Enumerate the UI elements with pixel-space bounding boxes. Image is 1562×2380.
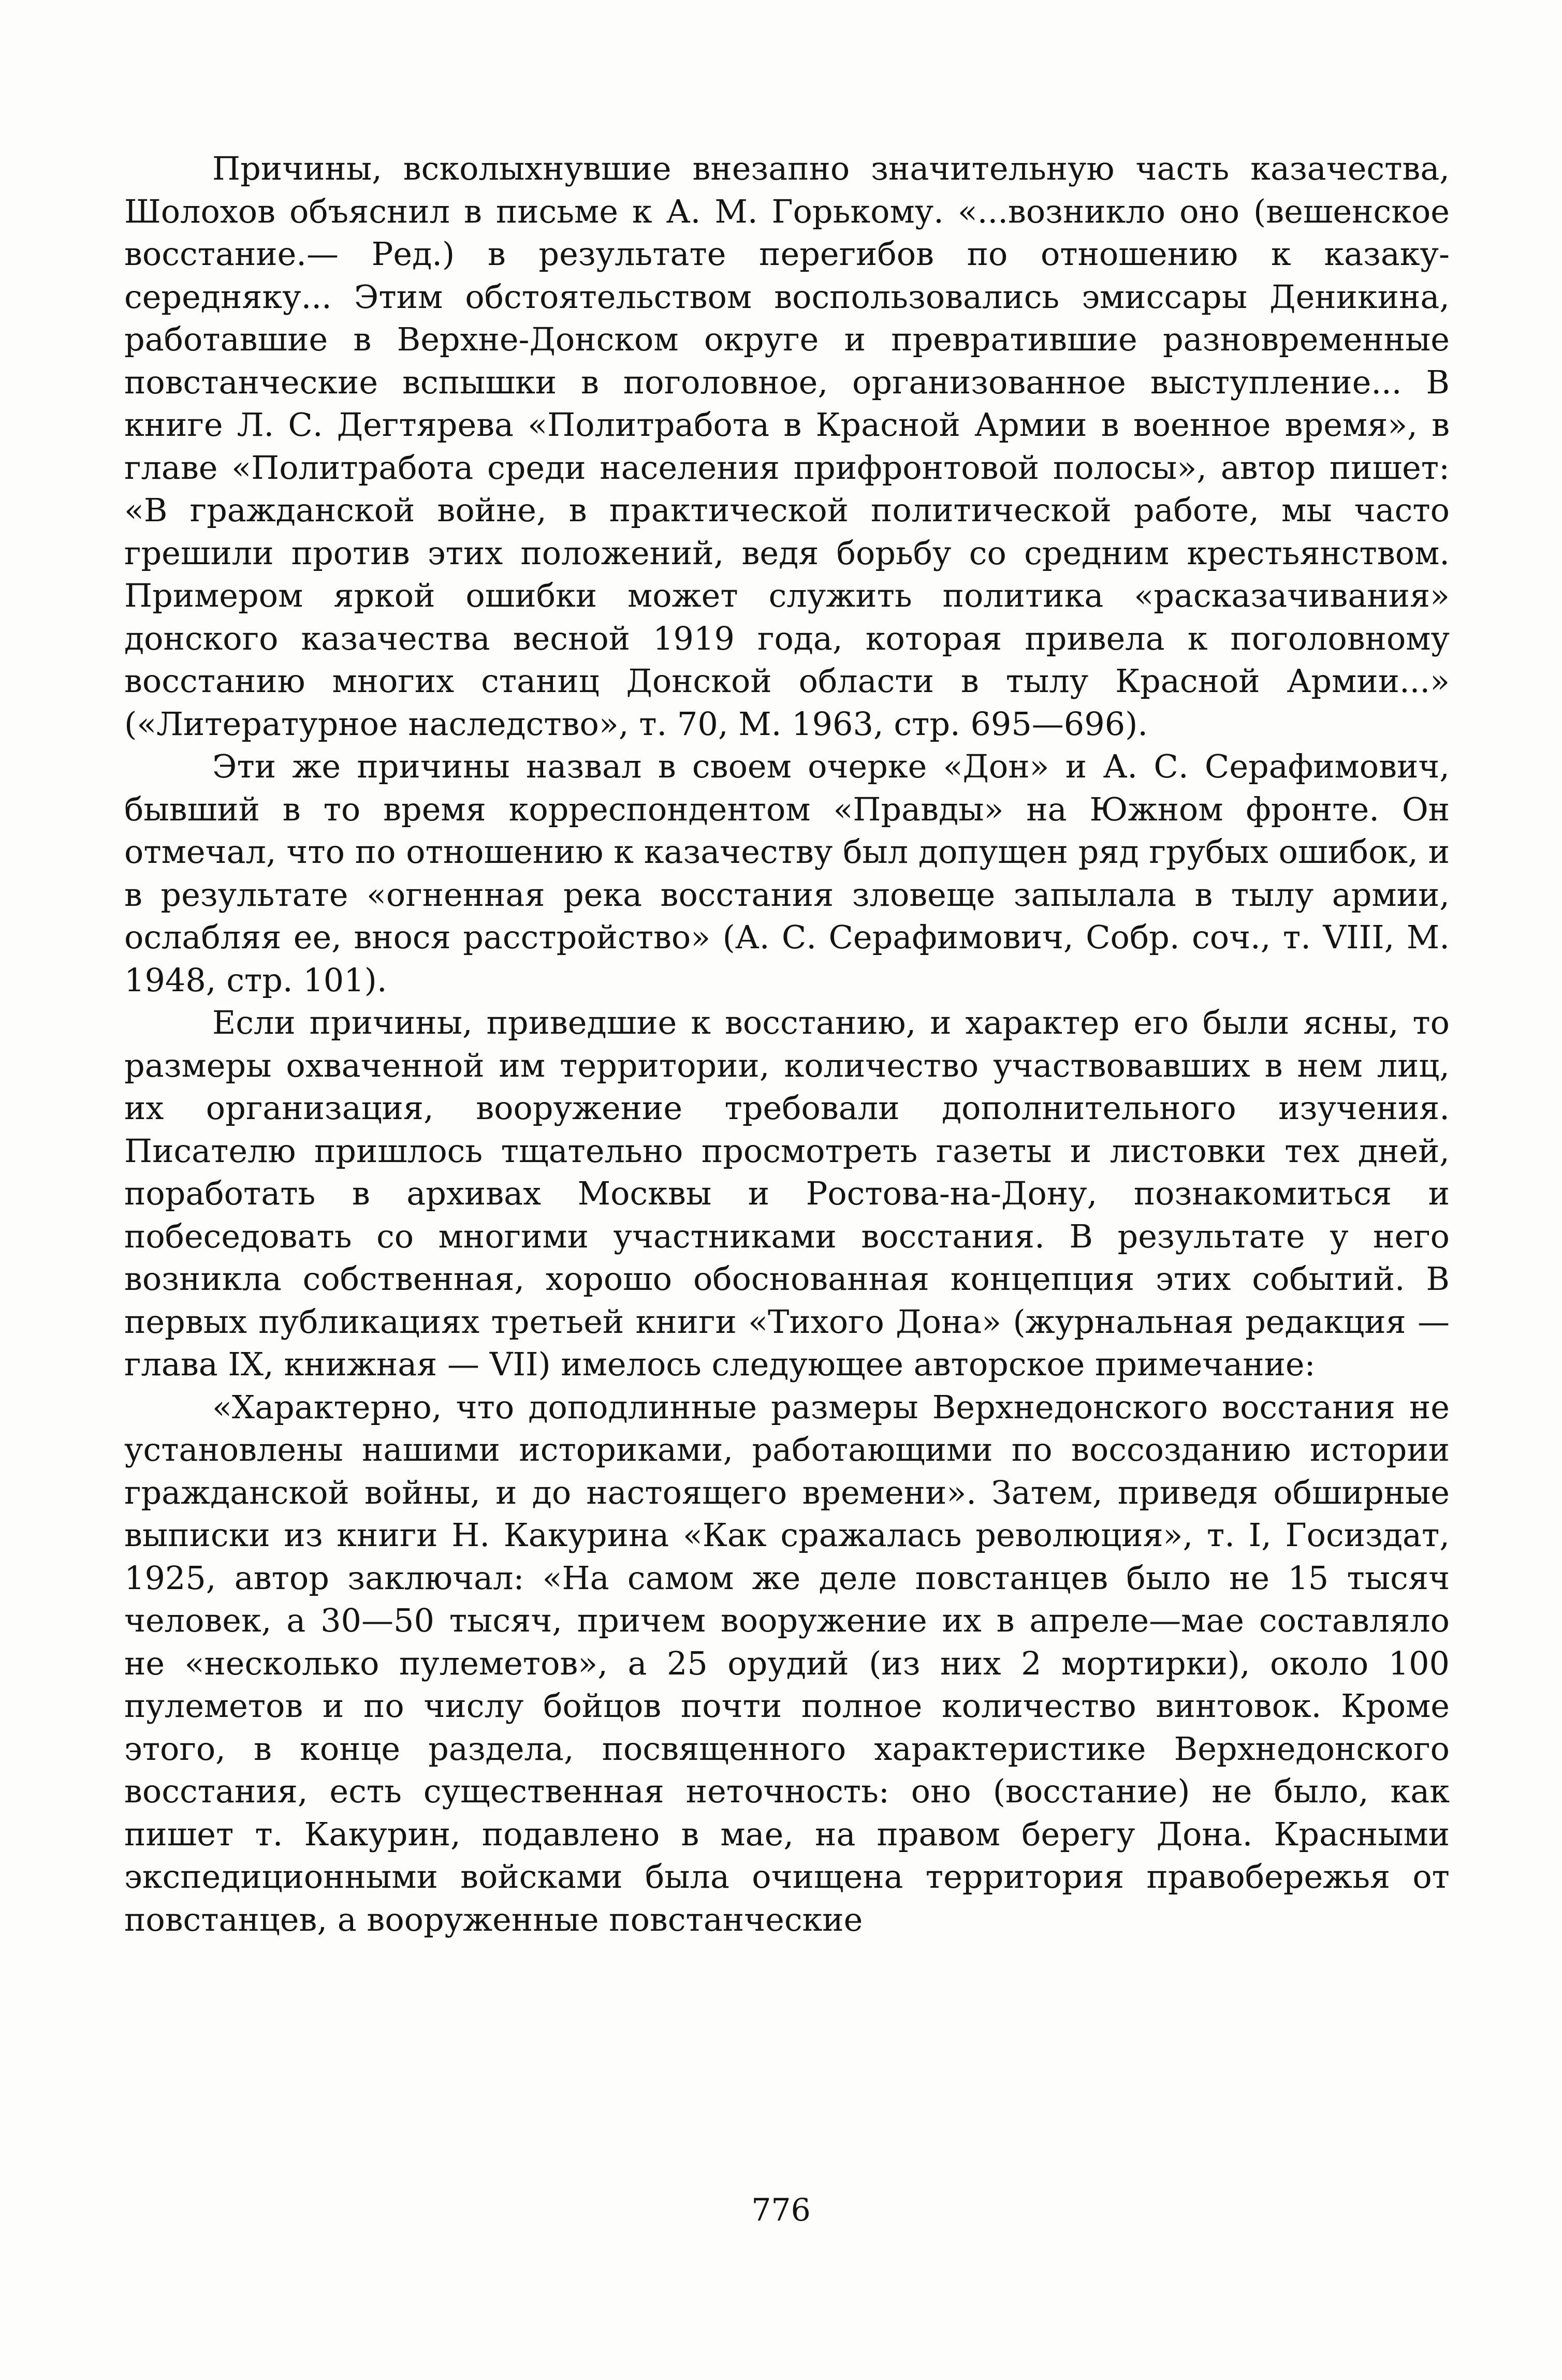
paragraph-4: «Характерно, что доподлинные размеры Верхнедонского восстания не установлены нашими историками, работающими по воссозданию истории гражданской войны, и до настоящего времени». Затем, приведя обширные выписки из книги Н. Какурина «Как сражалась революция», т. I, Госиздат, 1925, автор заключал: «На самом же деле повстанцев было не 15 тысяч человек, а 30—50 тысяч, причем вооружение их в апреле—мае составляло не «несколько пулеметов», а 25 орудий (из них 2 мортирки), около 100 пулеметов и по числу бойцов почти полное количество винтовок. Кроме этого, в конце раздела, посвященного характеристике Верхнедонского восстания, есть существенная неточность: оно (восстание) не было, как пишет т. Какурин, подавлено в мае, на правом берегу Дона. Красными экспедиционными войсками была очищена территория правобережья от повстанцев, а вооруженные повстанческие	[124, 1388, 1450, 1938]
body-text	[124, 148, 1450, 1941]
paragraph-2: Эти же причины назвал в своем очерке «Дон» и А. С. Серафимович, бывший в то время корреспондентом «Правды» на Южном фронте. Он отмечал, что по отношению к казачеству был допущен ряд грубых ошибок, и в результате «огненная река восстания зловеще запылала в тылу армии, ослабляя ее, внося расстройство» (А. С. Серафимович, Собр. соч., т. VIII, М. 1948, стр. 101).	[124, 747, 1450, 999]
paragraph-3: Если причины, приведшие к восстанию, и характер его были ясны, то размеры охваченной им территории, количество участвовавших в нем лиц, их организация, вооружение требовали дополнительного изучения. Писателю пришлось тщательно просмотреть газеты и листовки тех дней, поработать в архивах Москвы и Ростова-на-Дону, познакомиться и побеседовать со многими участниками восстания. В результате у него возникла собственная, хорошо обоснованная концепция этих событий. В первых публикациях третьей книги «Тихого Дона» (журнальная редакция — глава IX, книжная — VII) имелось следующее авторское примечание:	[124, 1004, 1450, 1383]
page-number: 776	[751, 2192, 811, 2228]
paragraph-1: Причины, всколыхнувшие внезапно значительную часть казачества, Шолохов объяснил в письме к А. М. Горькому. «...возникло оно (вешенское восстание.— Ред.) в результате перегибов по отношению к казаку-середняку... Этим обстоятельством воспользовались эмиссары Деникина, работавшие в Верхне-Донском округе и превратившие разновременные повстанческие вспышки в поголовное, организованное выступление... В книге Л. С. Дегтярева «Политработа в Красной Армии в военное время», в главе «Политработа среди населения прифронтовой полосы», автор пишет: «В гражданской войне, в практической политической работе, мы часто грешили против этих положений, ведя борьбу со средним крестьянством. Примером яркой ошибки может служить политика «расказачивания» донского казачества весной 1919 года, которая привела к поголовному восстанию многих станиц Донской области в тылу Красной Армии...» («Литературное наследство», т. 70, М. 1963, стр. 695—696).	[124, 150, 1450, 743]
